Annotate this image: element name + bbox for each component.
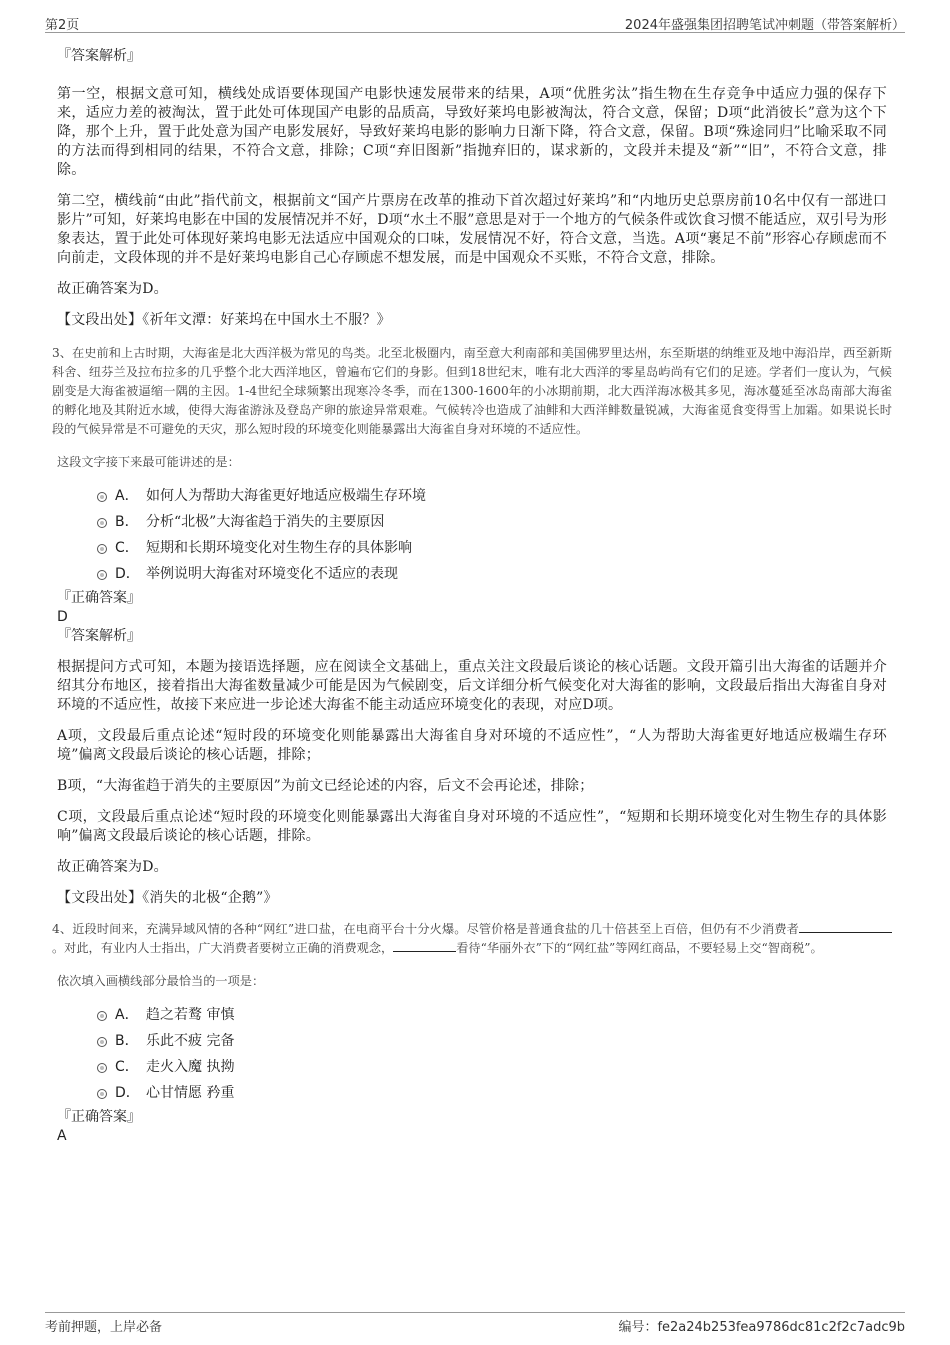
radio-icon[interactable]	[97, 1063, 107, 1073]
q3-stem: 3、在史前和上古时期，大海雀是北大西洋极为常见的鸟类。北至北极圈内，南至意大利南部和美国佛罗里达州，东至斯堪的纳维亚及地中海沿岸，西至新斯科舍、纽芬兰及拉布拉多的几乎整个北大西洋地区，曾遍布它们的身影。但到18世纪末，唯有北大西洋的零星岛屿尚有它们的足迹。学者们一度认为，气候剧变是大海雀被逼缩一隅的主因。1-4世纪全球频繁出现寒冷冬季，而在1300-1600年的小冰期前期，北大西洋海冰极其多见，海冰蔓延至冰岛南部大海雀的孵化地及其附近水域，使得大海雀游泳及登岛产卵的旅途异常艰难。气候转冷也造成了油鲱和大西洋鲱数量锐减，大海雀觅食变得雪上加霜。如果说长时段的气候异常是不可避免的天灾，那么短时段的环境变化则能暴露出大海雀自身对环境的不适应性。	[52, 346, 892, 436]
q4-answer: A	[57, 1128, 67, 1144]
q3-analysis-p2: A项，文段最后重点论述“短时段的环境变化则能暴露出大海雀自身对环境的不适应性”，“人为帮助大海雀更好地适应极端生存环境”偏离文段最后谈论的核心话题，排除；	[57, 728, 887, 763]
radio-icon[interactable]	[97, 492, 107, 502]
radio-icon[interactable]	[97, 544, 107, 554]
correct-answer-label: 『正确答案』	[57, 1109, 141, 1125]
fill-blank-2[interactable]	[393, 939, 456, 952]
q3-option-b[interactable]	[57, 509, 887, 535]
analysis-label: 『答案解析』	[57, 48, 141, 64]
radio-icon[interactable]	[97, 570, 107, 580]
radio-icon[interactable]	[97, 1089, 107, 1099]
document-title: 2024年盛强集团招聘笔试冲刺题（带答案解析）	[624, 18, 905, 33]
footer-slogan: 考前押题，上岸必备	[45, 1320, 163, 1335]
q4-option-c[interactable]	[57, 1054, 887, 1080]
document-id: 编号：fe2a24b253fea9786dc81c2f2c7adc9b	[618, 1320, 905, 1335]
radio-icon[interactable]	[97, 1037, 107, 1047]
correct-answer-label: 『正确答案』	[57, 590, 141, 606]
q3-answer: D	[57, 609, 68, 625]
q4-stem	[52, 920, 892, 958]
source-label: 【文段出处】	[57, 890, 143, 906]
q4-stem-part3: 看待“华丽外衣”下的“网红盐”等网红商品，不要轻易上交“智商税”。	[456, 941, 823, 955]
q3-option-d[interactable]	[57, 561, 887, 587]
source-title: 《祈年文潭：好莱坞在中国水土不服？》	[142, 312, 391, 328]
q2-analysis-para1: 第一空，根据文意可知，横线处成语要体现国产电影快速发展带来的结果，A项“优胜劣汰”指生物在生存竞争中适应力强的保存下来，适应力差的被淘汰，置于此处可体现国产电影的品质高，导致好莱坞电影被淘汰，符合文意，保留；D项“此消彼长”意为这个下降，那个上升，置于此处意为国产电影发展好，导致好莱坞电影的影响力日渐下降，符合文意，保留。B项“殊途同归”比喻采取不同的方法而得到相同的结果，不符合文意，排除；C项“弃旧图新”指抛弃旧的，谋求新的，文段并未提及“新”“旧”，不符合文意，排除。	[57, 86, 887, 178]
analysis-label: 『答案解析』	[57, 628, 141, 644]
q4-option-a[interactable]	[57, 1002, 887, 1028]
option-text: 短期和长期环境变化对生物生存的具体影响	[146, 540, 412, 556]
option-text: 分析“北极”大海雀趋于消失的主要原因	[146, 514, 385, 530]
option-text: 走火入魔 执拗	[146, 1059, 235, 1075]
option-letter: C．	[115, 540, 139, 556]
q3-conclusion: 故正确答案为D。	[57, 859, 168, 875]
q4-stem-part2: 。对此，有业内人士指出，广大消费者要树立正确的消费观念，	[52, 941, 394, 955]
q3-option-a[interactable]	[57, 483, 887, 509]
q2-conclusion: 故正确答案为D。	[57, 281, 168, 297]
page-footer	[45, 1312, 905, 1335]
source-title: 《消失的北极“企鹅”》	[142, 890, 278, 906]
radio-icon[interactable]	[97, 518, 107, 528]
radio-icon[interactable]	[97, 1011, 107, 1021]
q4-options	[57, 1002, 887, 1106]
q4-option-b[interactable]	[57, 1028, 887, 1054]
page-content	[52, 47, 892, 1146]
option-text: 如何人为帮助大海雀更好地适应极端生存环境	[146, 488, 426, 504]
q3-options	[57, 483, 887, 587]
option-letter: D．	[115, 1085, 140, 1101]
q2-source	[57, 311, 887, 330]
q3-option-c[interactable]	[57, 535, 887, 561]
q3-question: 这段文字接下来最可能讲述的是：	[57, 455, 240, 469]
q3-analysis-p1: 根据提问方式可知，本题为接语选择题，应在阅读全文基础上，重点关注文段最后谈论的核心话题。文段开篇引出大海雀的话题并介绍其分布地区，接着指出大海雀数量减少可能是因为气候剧变，后文详细分析气候变化对大海雀的影响，文段最后指出大海雀自身对环境的不适应性，故接下来应进一步论述大海雀不能主动适应环境变化的表现，对应D项。	[57, 659, 887, 713]
q3-analysis-p4: C项，文段最后重点论述“短时段的环境变化则能暴露出大海雀自身对环境的不适应性”，“短期和长期环境变化对生物生存的具体影响”偏离文段最后谈论的核心话题，排除。	[57, 809, 887, 844]
option-text: 心甘情愿 矜重	[146, 1085, 235, 1101]
option-text: 趋之若鹜 审慎	[146, 1007, 235, 1023]
fill-blank-1[interactable]	[799, 920, 892, 933]
q4-option-d[interactable]	[57, 1080, 887, 1106]
option-text: 举例说明大海雀对环境变化不适应的表现	[146, 566, 398, 582]
option-letter: B．	[115, 1033, 139, 1049]
option-letter: C．	[115, 1059, 139, 1075]
q3-source	[57, 889, 887, 908]
option-letter: A．	[115, 1007, 139, 1023]
option-text: 乐此不疲 完备	[146, 1033, 235, 1049]
option-letter: B．	[115, 514, 139, 530]
q2-analysis-para2: 第二空，横线前“由此”指代前文，根据前文“国产片票房在改革的推动下首次超过好莱坞”和“内地历史总票房前10名中仅有一部进口影片”可知，好莱坞电影在中国的发展情况并不好，D项“水土不服”意思是对于一个地方的气候条件或饮食习惯不能适应，双引号为形象表达，置于此处可体现好莱坞电影无法适应中国观众的口味，发展情况不好，符合文意，当选。A项“裹足不前”形容心存顾虑而不向前走，文段体现的并不是好莱坞电影自己心存顾虑不想发展，而是中国观众不买账，不符合文意，排除。	[57, 193, 887, 266]
q3-analysis-p3: B项，“大海雀趋于消失的主要原因”为前文已经论述的内容，后文不会再论述，排除；	[57, 778, 594, 794]
option-letter: D．	[115, 566, 140, 582]
option-letter: A．	[115, 488, 139, 504]
page-number: 第2页	[45, 18, 80, 33]
page-header	[45, 12, 905, 33]
q4-question: 依次填入画横线部分最恰当的一项是：	[57, 974, 265, 988]
source-label: 【文段出处】	[57, 312, 143, 328]
q4-stem-part1: 4、近段时间来，充满异域风情的各种“网红”进口盐，在电商平台十分火爆。尽管价格是普通食盐的几十倍甚至上百倍，但仍有不少消费者	[52, 922, 799, 936]
